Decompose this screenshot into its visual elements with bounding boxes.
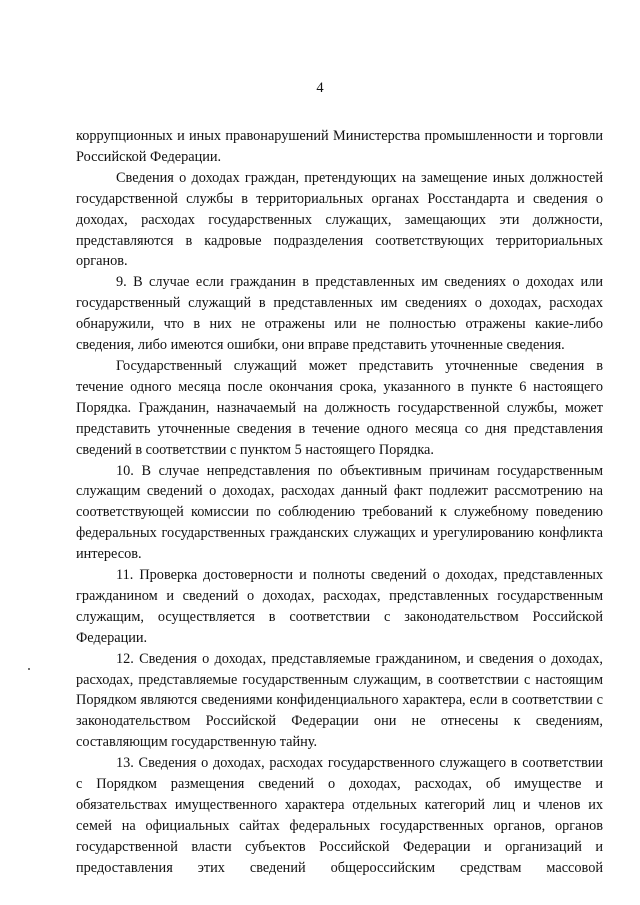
paragraph-continuation: коррупционных и иных правонарушений Министерства промышленности и торговли Российской Федерации. <box>76 128 603 165</box>
paragraph-clarified-info: Государственный служащий может представить уточненные сведения в течение одного месяца после окончания срока, указанного в пункте 6 настоящего Порядка. Гражданин, назначаемый на должность государственной службы, может представить уточненные сведения в течение одного месяца со дня представления сведений в соответствии с пунктом 5 настоящего Порядка. <box>76 357 603 458</box>
paragraph-item-13: 13. Сведения о доходах, расходах государственного служащего в соответствии с Порядком размещения сведений о доходах, расходах, об имуществе и обязательствах имущественного характера отдельных категорий лиц и членов их семей на официальных сайтах федеральных государственных органов, органов государственной власти субъектов Российской Федерации и организаций и предоставления этих сведений общероссийским средствам массовой <box>76 755 603 876</box>
document-body <box>76 126 603 879</box>
paragraph-item-12: 12. Сведения о доходах, представляемые гражданином, и сведения о доходах, расходах, представляемые государственным служащим, в соответствии с настоящим Порядком являются сведениями конфиденциального характера, если в соответствии с законодательством Российской Федерации они не отнесены к сведениям, составляющим государственную тайну. <box>76 650 603 751</box>
scan-speck <box>28 668 30 670</box>
page-number: 4 <box>316 80 324 96</box>
paragraph-income-info-territorial: Сведения о доходах граждан, претендующих на замещение иных должностей государственной службы в территориальных органах Росстандарта и сведения о доходах, расходах государственных служащих, замещающих эти должности, представляются в кадровые подразделения соответствующих территориальных органов. <box>76 169 603 270</box>
paragraph-item-11: 11. Проверка достоверности и полноты сведений о доходах, представленных гражданином и сведений о доходах, расходах, представленных государственным служащим, осуществляется в соответствии с законодательством Российской Федерации. <box>76 567 603 646</box>
paragraph-item-9: 9. В случае если гражданин в представленных им сведениях о доходах или государственный служащий в представленных им сведениях о доходах, расходах обнаружили, что в них не отражены или не полностью отражены какие-либо сведения, либо имеются ошибки, они вправе представить уточненные сведения. <box>76 274 603 354</box>
paragraph-item-10: 10. В случае непредставления по объективным причинам государственным служащим сведений о доходах, расходах данный факт подлежит рассмотрению на соответствующей комиссии по соблюдению требований к служебному поведению федеральных государственных гражданских служащих и урегулированию конфликта интересов. <box>76 462 603 563</box>
